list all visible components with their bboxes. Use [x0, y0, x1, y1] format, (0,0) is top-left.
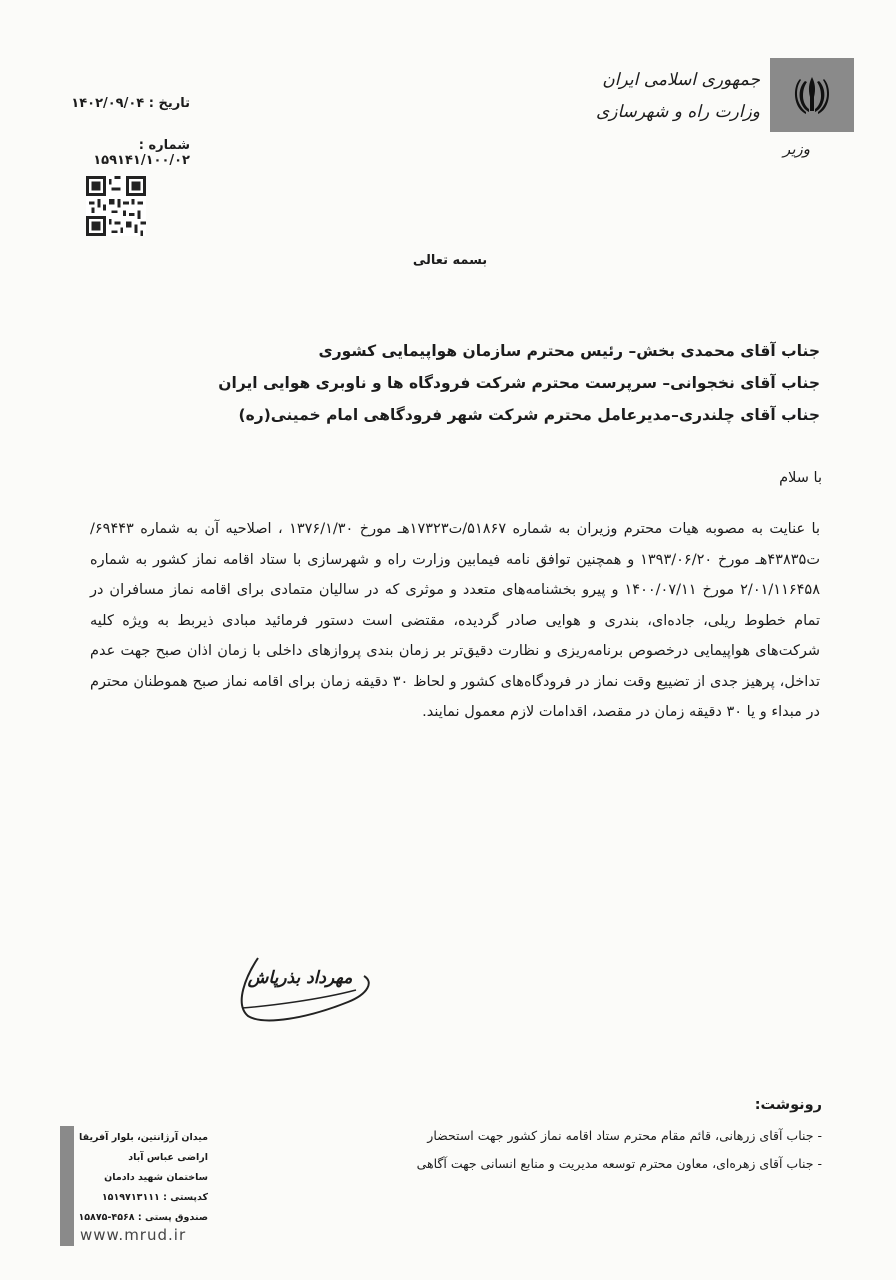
- cc-title: رونوشت:: [754, 1097, 822, 1113]
- letter-number: شماره : ۱۵۹۱۴۱/۱۰۰/۰۲: [93, 138, 190, 168]
- addressee-line: جناب آقای چلندری–مدیرعامل محترم شرکت شهر فرودگاهی امام خمینی(ره): [238, 406, 820, 424]
- addressee-line: جناب آقای نخجوانی– سرپرست محترم شرکت فرودگاه ها و ناوبری هوایی ایران: [218, 374, 820, 392]
- iran-emblem-icon: [788, 71, 836, 119]
- salutation: با سلام: [779, 470, 822, 486]
- address-line: کدپستی : ۱۵۱۹۷۱۳۱۱۱: [101, 1192, 208, 1203]
- website-link[interactable]: www.mrud.ir: [80, 1226, 187, 1244]
- basmala: بسمه تعالی: [412, 253, 488, 268]
- address-line: صندوق پستی : ۴۵۶۸-۱۵۸۷۵: [78, 1212, 208, 1223]
- qr-code-icon: [86, 176, 146, 236]
- ministry-line-country: جمهوری اسلامی ایران: [602, 70, 760, 90]
- address-line: میدان آرژانتین، بلوار آفریقا: [79, 1132, 208, 1143]
- emblem-box: [770, 58, 854, 132]
- address-line: ساختمان شهید دادمان: [104, 1172, 208, 1183]
- addressee-line: جناب آقای محمدی بخش– رئیس محترم سازمان هواپیمایی کشوری: [318, 342, 820, 360]
- cc-item: - جناب آقای زرهانی، قائم مقام محترم ستاد اقامه نماز کشور جهت استحضار: [427, 1128, 822, 1143]
- footer-address: [76, 1128, 208, 1228]
- address-line: اراضی عباس آباد: [128, 1152, 208, 1163]
- ministry-line-ministry: وزارت راه و شهرسازی: [595, 102, 760, 122]
- letter-body-text: با عنایت به مصوبه هیات محترم وزیران به شماره ۵۱۸۶۷/ت۱۷۳۲۳هـ مورخ ۱۳۷۶/۱/۳۰ ، اصلاحیه آن به شماره ۶۹۴۴۳/ت۴۳۸۳۵هـ مورخ ۱۳۹۳/۰۶/۲۰ و همچنین توافق نامه فیمابین وزارت راه و شهرسازی با ستاد اقامه نماز کشور به شماره ۲/۰۱/۱۱۶۴۵۸ مورخ ۱۴۰۰/۰۷/۱۱ و پیرو بخشنامه‌های متعدد و موثری که در سالیان متمادی برای اقامه نماز مسافران در تمام خطوط ریلی، جاده‌ای، بندری و هوایی صادر گردیده، مقتضی است دستور فرمائید مبادی ذیربط به ویژه کلیه شرکت‌های هواپیمایی درخصوص برنامه‌ریزی و نظارت دقیق‌تر بر زمان بندی پروازهای داخلی با زمان اذان صبح جهت عدم تداخل، پرهیز جدی از تضییع وقت نماز در فرودگاه‌های کشور و لحاظ ۳۰ دقیقه زمان برای اقامه نماز صبح هموطنان محترم در مبداء و یا ۳۰ دقیقه زمان در مقصد، اقدامات لازم معمول نمایند.: [90, 521, 821, 720]
- letter-date: تاریخ : ۱۴۰۲/۰۹/۰۴: [71, 96, 190, 111]
- letter-body: [90, 514, 820, 728]
- ministry-heading: [590, 64, 760, 128]
- minister-label: وزیر: [783, 140, 810, 158]
- signatory-name: مهرداد بذرپاش: [247, 968, 353, 988]
- cc-item: - جناب آقای زهره‌ای، معاون محترم توسعه مدیریت و منابع انسانی جهت آگاهی: [416, 1156, 822, 1171]
- footer-bar: [60, 1126, 74, 1246]
